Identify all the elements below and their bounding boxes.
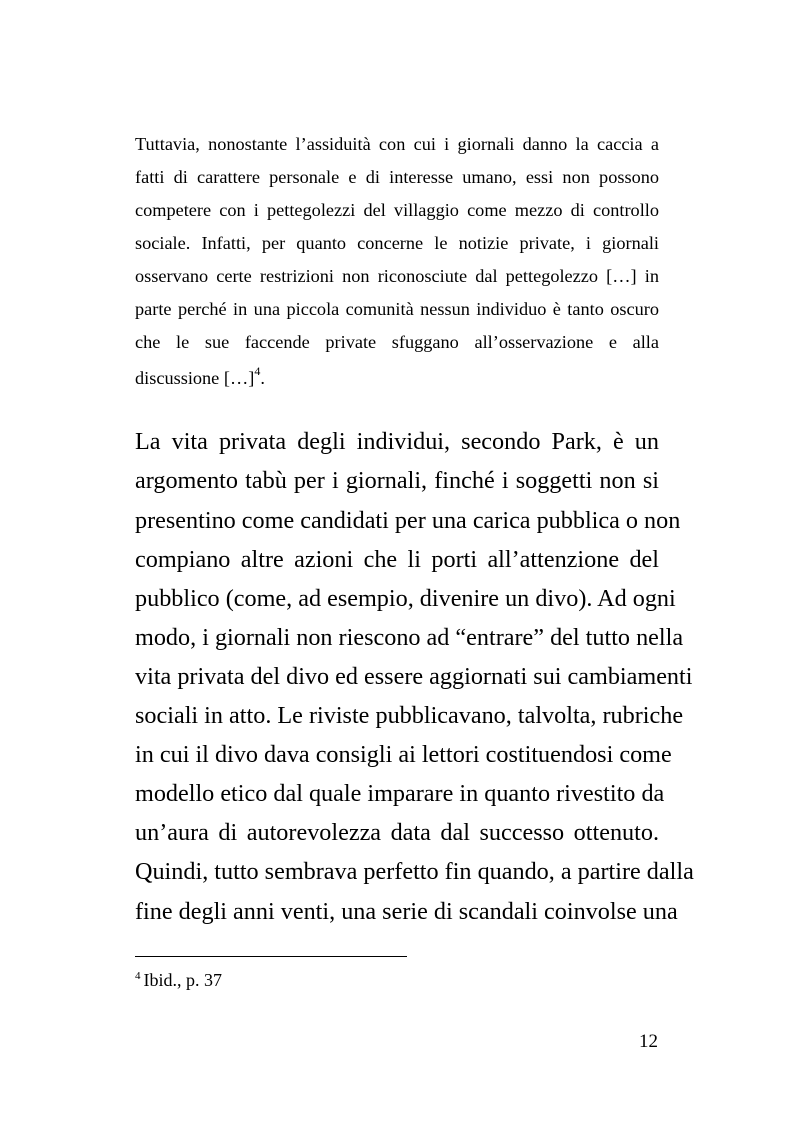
quote-line: Tuttavia, nonostante l’assiduità con cui i giornali danno la caccia a <box>135 134 659 154</box>
body-line: argomento tabù per i giornali, finché i soggetti non si <box>135 467 659 494</box>
footnote-text: Ibid., p. 37 <box>143 970 222 990</box>
quote-line: fatti di carattere personale e di interesse umano, essi non possono <box>135 167 659 187</box>
footnote-reference[interactable]: 4 <box>254 364 261 378</box>
body-line: modello etico dal quale imparare in quanto rivestito da <box>135 780 665 807</box>
body-line: in cui il divo dava consigli ai lettori costituendosi come <box>135 741 672 768</box>
quote-last-line <box>135 364 659 389</box>
body-line: modo, i giornali non riescono ad “entrare” del tutto nella <box>135 624 684 651</box>
body-line: pubblico (come, ad esempio, divenire un divo). Ad ogni <box>135 585 676 612</box>
quote-line: competere con i pettegolezzi del villaggio come mezzo di controllo <box>135 200 659 220</box>
body-line: vita privata del divo ed essere aggiornati sui cambiamenti <box>135 663 693 690</box>
footnote <box>135 969 222 991</box>
body-line: Quindi, tutto sembrava perfetto fin quando, a partire dalla <box>135 858 694 885</box>
body-line: fine degli anni venti, una serie di scandali coinvolse una <box>135 898 678 925</box>
quote-line: parte perché in una piccola comunità nessun individuo è tanto oscuro <box>135 299 659 319</box>
body-line: sociali in atto. Le riviste pubblicavano, talvolta, rubriche <box>135 702 684 729</box>
quote-end-punctuation: . <box>260 368 265 388</box>
quote-line-text: discussione […] <box>135 368 255 388</box>
footnote-separator <box>135 956 407 957</box>
body-line: La vita privata degli individui, secondo Park, è un <box>135 428 659 455</box>
body-line: presentino come candidati per una carica pubblica o non <box>135 507 681 534</box>
quote-line: sociale. Infatti, per quanto concerne le notizie private, i giornali <box>135 233 659 253</box>
quote-line: che le sue faccende private sfuggano all’osservazione e alla <box>135 332 659 352</box>
page-number: 12 <box>639 1031 658 1052</box>
footnote-number: 4 <box>135 970 141 982</box>
body-line: un’aura di autorevolezza data dal successo ottenuto. <box>135 819 659 846</box>
quote-line: osservano certe restrizioni non riconosciute dal pettegolezzo […] in <box>135 266 659 286</box>
body-line: compiano altre azioni che li porti all’attenzione del <box>135 546 659 573</box>
